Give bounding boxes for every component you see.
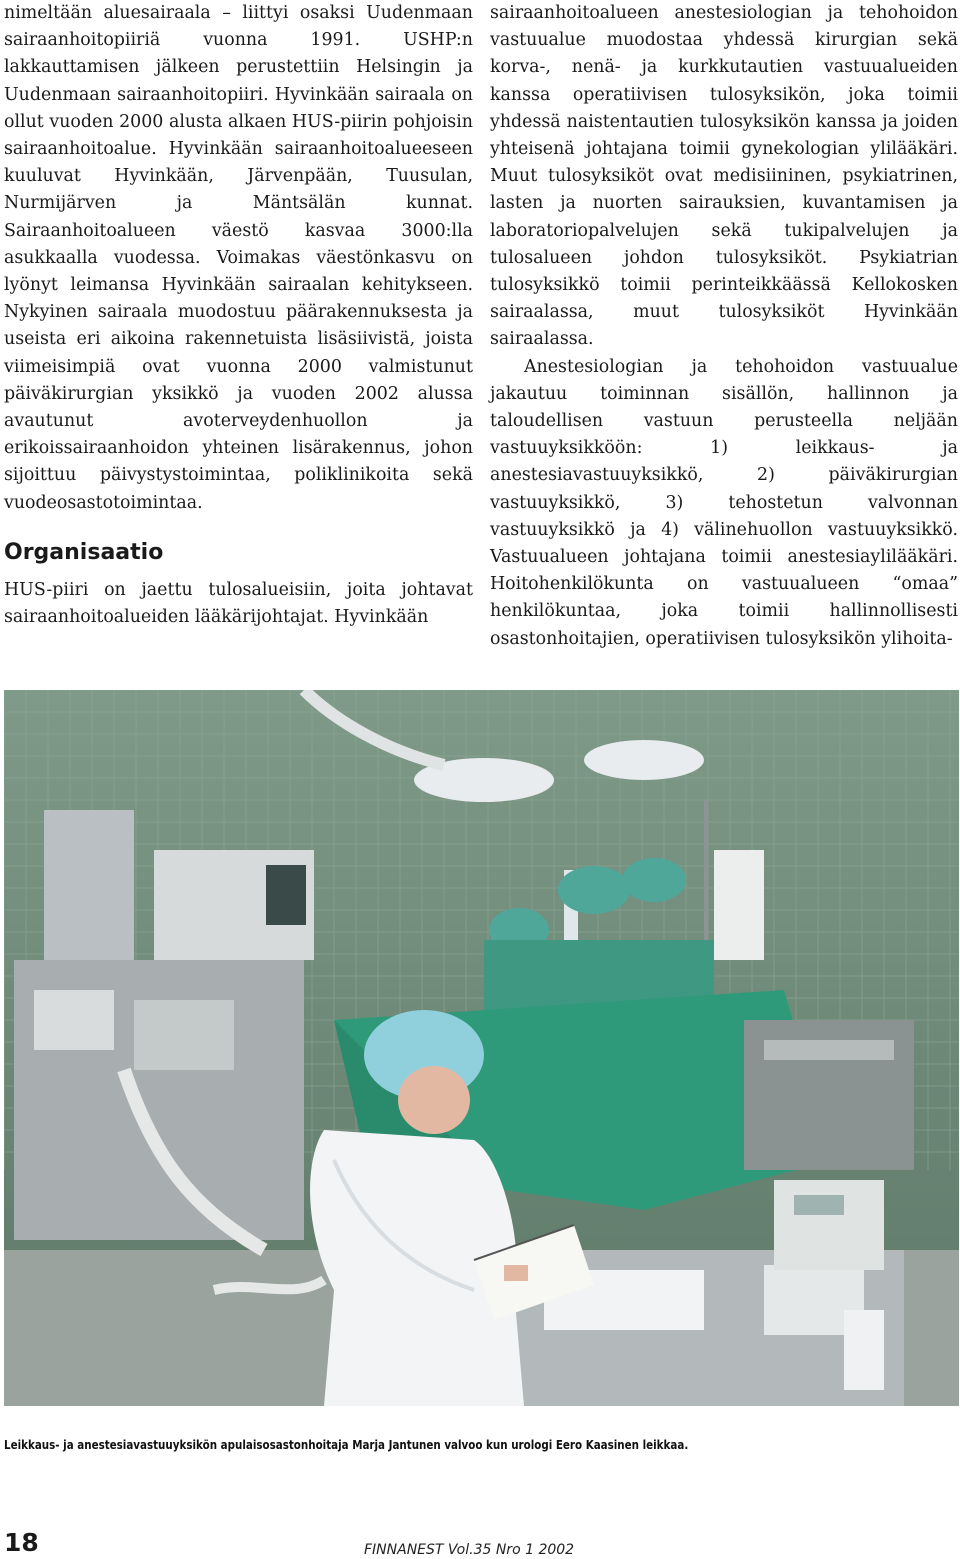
nurse-face (398, 1066, 470, 1134)
surgeon-cap (558, 866, 630, 914)
body-paragraph: nimeltään aluesairaala – liittyi osaksi Uudenmaan sairaanhoitopiiriä vuonna 1991. USHP:n lakkauttamisen jälkeen perustettiin Helsingin ja Uudenmaan sairaanhoitopiiri. Hyvinkään sairaala on ollut vuoden 2000 alusta alkaen HUS-piirin pohjoisin sairaanhoitoalue. Hyvinkään sairaanhoitoalueeseen kuuluvat Hyvinkään, Järvenpään, Tuusulan, Nurmijärven ja Mäntsälän kunnat. Sairaanhoitoalueen väestö kasvaa 3000:lla asukkaalla vuodessa. Voimakas väestönkasvu on lyönyt leimansa Hyvinkään sairaalan kehitykseen. Nykyinen sairaala muodostuu päärakennuksesta ja useista eri aikoina rakennetuista lisäsiivistä, joista viimeisimpiä ovat vuonna 2000 valmistunut päiväkirurgian yksikkö ja vuoden 2002 alussa avautunut avoterveydenhuollon ja erikoissairaanhoidon yhteinen lisärakennus, johon sijoittuu päivystystoimintaa, poliklinikoita sekä vuodeosastotoimintaa. (4, 3, 473, 513)
operating-room-illustration (4, 690, 959, 1406)
page-number: 18 (4, 1528, 39, 1557)
section-heading: Organisaatio (4, 539, 164, 565)
warmer-unit (774, 1180, 884, 1270)
body-paragraph: HUS-piiri on jaettu tulosalueisiin, joita johtavat sairaanhoitoalueiden lääkärijohtajat. Hyvinkään (4, 579, 473, 628)
nurse-hand (504, 1265, 528, 1281)
left-column (4, 0, 473, 631)
body-paragraph: Anestesiologian ja tehohoidon vastuualue jakautuu toiminnan sisällön, hallinnon ja taloudellisen vastuun perusteella neljään vastuuyksikköön: 1) leikkaus- ja anestesiavastuuyksikkö, 2) päiväkirurgian vastuuyksikkö, 3) tehostetun valvonnan vastuuyksikkö ja 4) välinehuollon vastuuyksikkö. Vastuualueen johtajana toimii anestesiaylilääkäri. Hoitohenkilökunta on vastuualueen “omaa” henkilökuntaa, joka toimii hallinnollisesti osastonhoitajien, operatiivisen tulosyksikön ylihoita- (490, 356, 958, 649)
iv-pump (714, 850, 764, 960)
right-column (490, 0, 958, 653)
journal-footer: FINNANEST Vol.35 Nro 1 2002 (364, 1542, 575, 1558)
body-paragraph: sairaanhoitoalueen anestesiologian ja tehohoidon vastuualue muodostaa yhdessä kirurgian sekä korva-, nenä- ja kurkkutautien vastuualueiden kanssa operatiivisen tulosyksikön, joka toimii yhdessä naistentautien tulosyksikön kanssa ja joiden yhteisenä johtajana toimii gynekologian ylilääkäri. Muut tulosyksiköt ovat medisiininen, psykiatrinen, lasten ja nuorten sairauksien, kuvantamisen ja laboratoriopalvelujen sekä tukipalvelujen ja tulosalueen johdon tulosyksiköt. Psykiatrian tulosyksikkö toimii perinteikkäässä Kellokosken sairaalassa, muut tulosyksiköt Hyvinkään sairaalassa. (490, 3, 958, 350)
photo-caption: Leikkaus- ja anestesiavastuuyksikön apulaisosastonhoitaja Marja Jantunen valvoo kun urologi Eero Kaasinen leikkaa. (4, 1438, 689, 1452)
surgeon-cap (622, 858, 686, 902)
surgical-light (584, 740, 704, 780)
operating-room-photo (4, 690, 959, 1406)
